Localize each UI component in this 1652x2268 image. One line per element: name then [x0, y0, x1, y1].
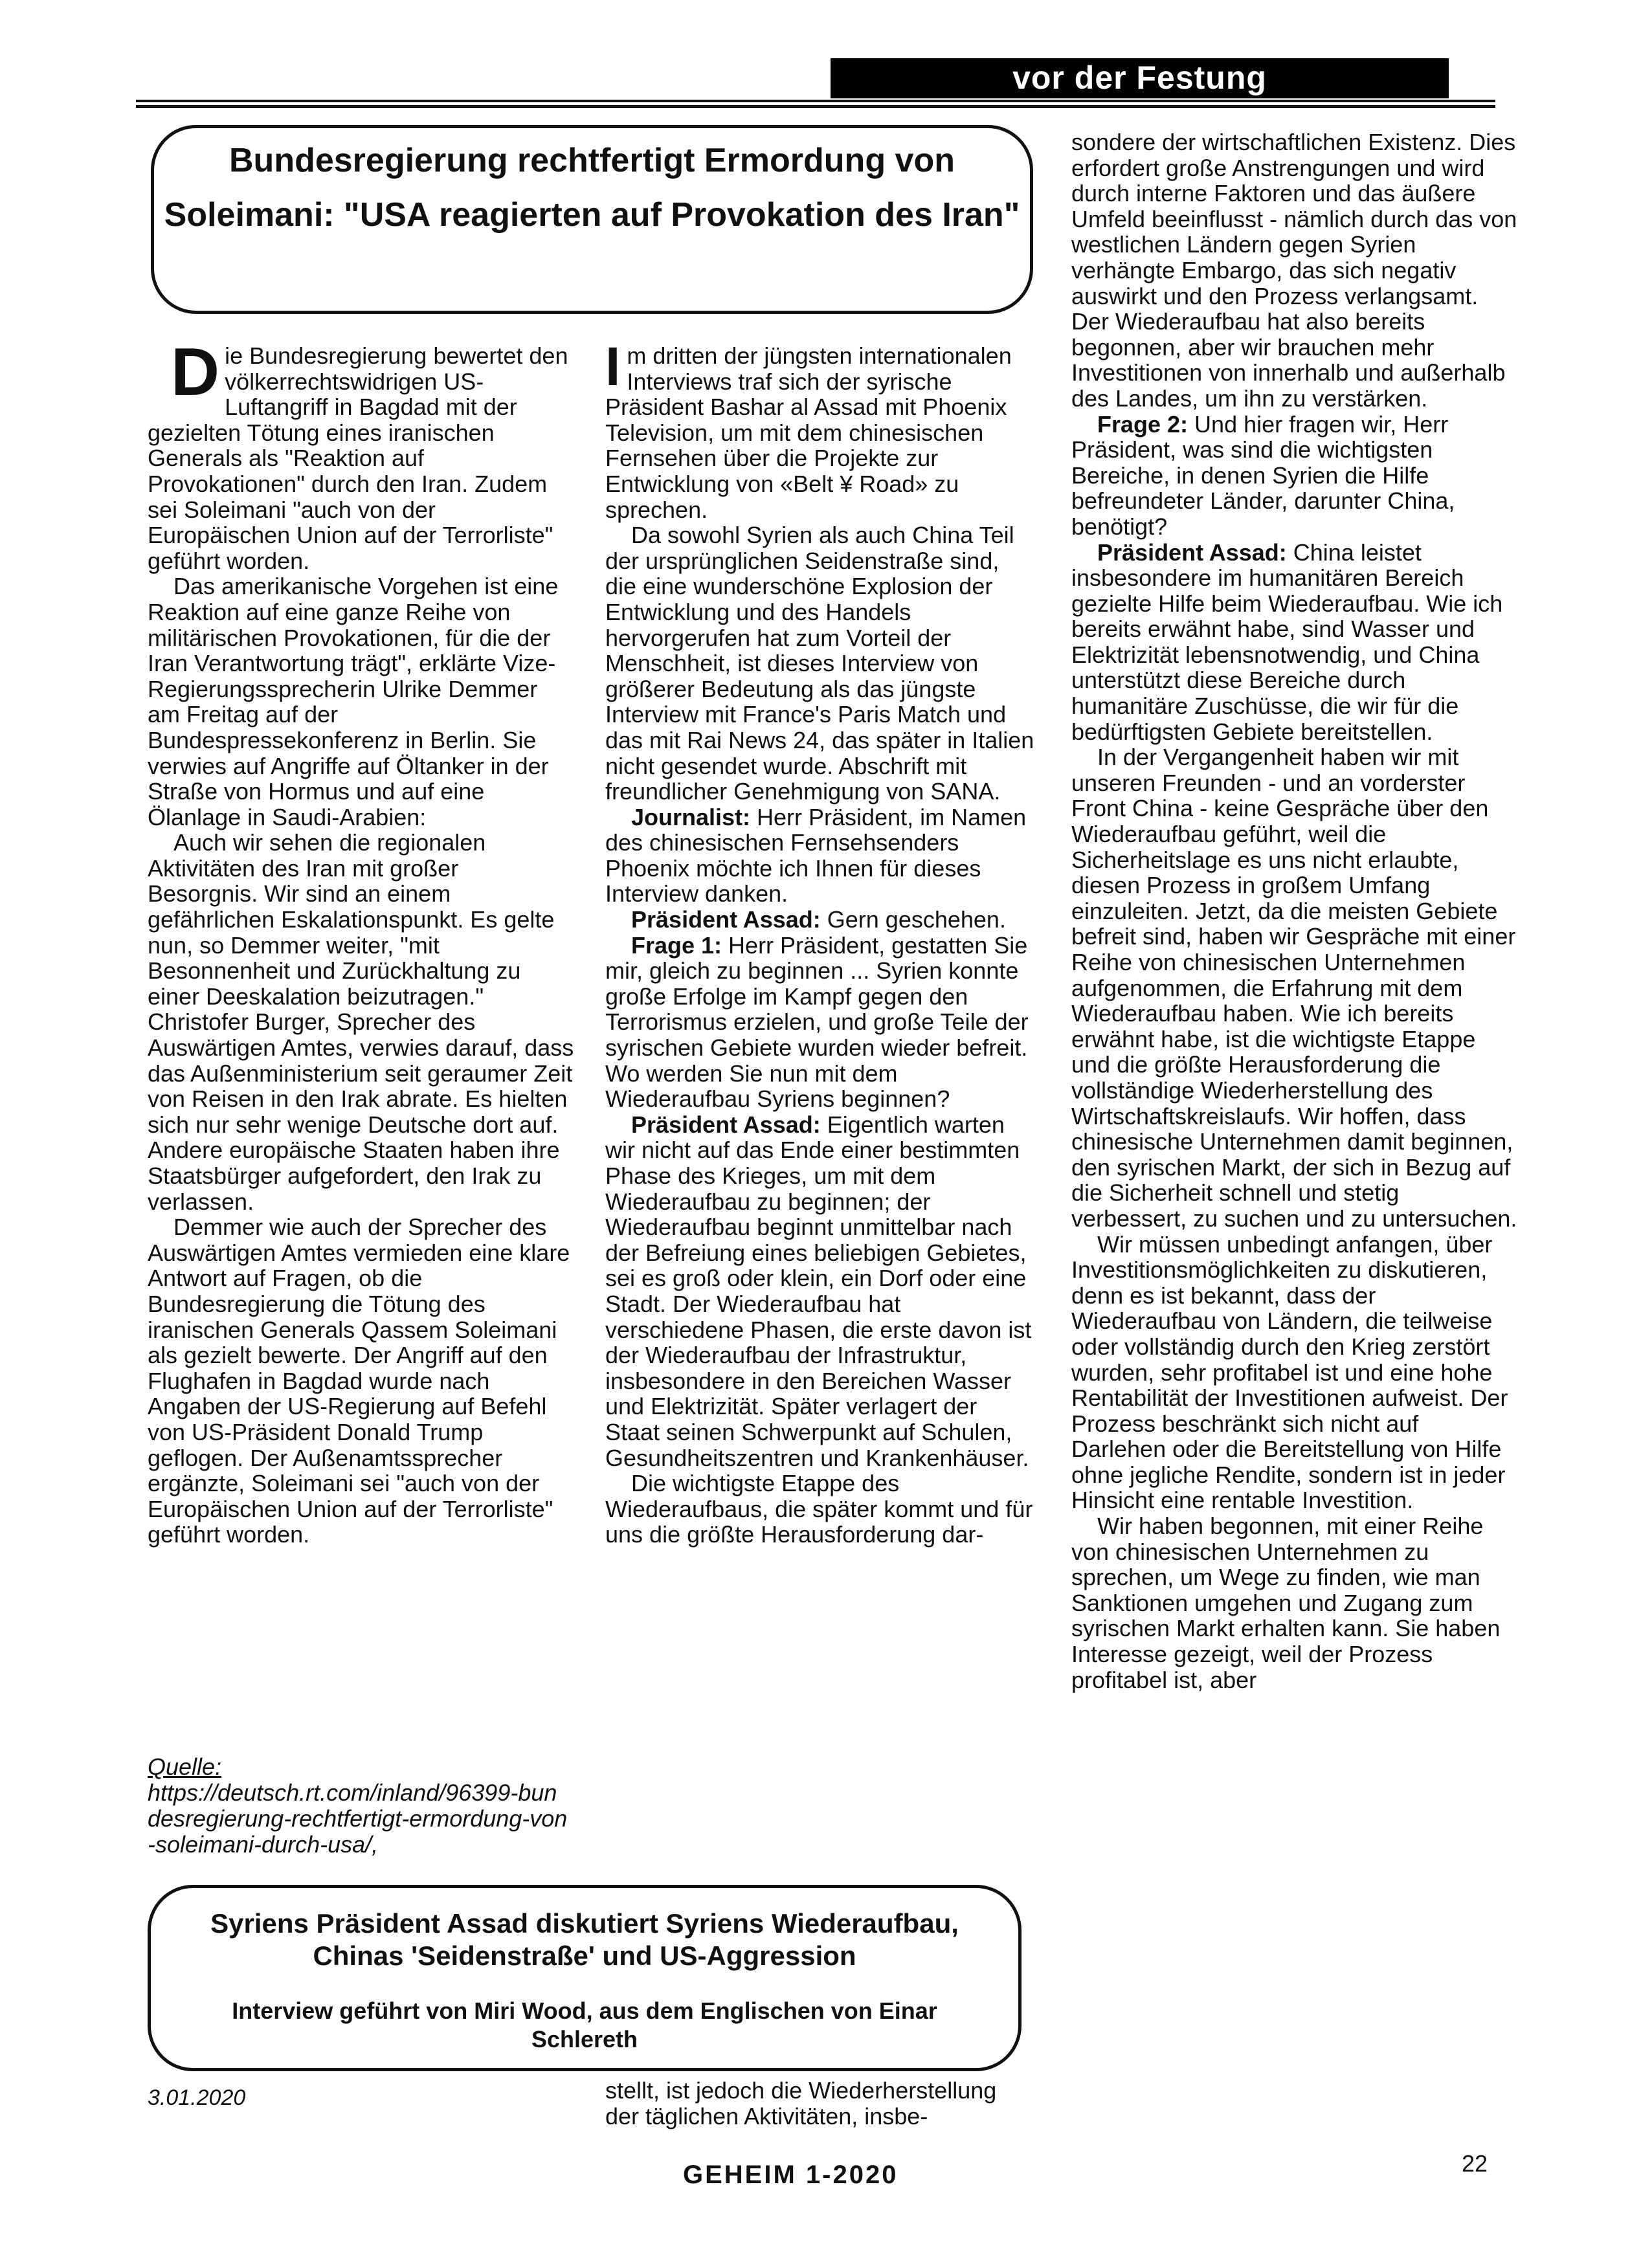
interview-text: Gern geschehen.: [820, 906, 1006, 933]
article2-continuation: [605, 2078, 1036, 2129]
interview-paragraph: Wir müssen unbedingt anfangen, über Investitionsmöglichkeiten zu diskutieren, denn es ist bekannt, dass der Wiederaufbau von Ländern, die teilweise oder vollständig durch den Krieg zerstört wurden, sehr profitabel ist und eine hohe Rentabilität der Investitionen aufweist. Der Prozess beschränkt sich nicht auf Darlehen oder die Bereitstellung von Hilfe ohne jegliche Rendite, sondern ist in jeder Hinsicht eine rentable Investition.: [1071, 1230, 1508, 1514]
speaker-label: Frage 1:: [631, 931, 722, 959]
speaker-label: Präsident Assad:: [631, 906, 821, 933]
interview-paragraph: [605, 1112, 1036, 1471]
publication-footer: GEHEIM 1-2020: [683, 2161, 899, 2189]
article2-dropcap: I: [605, 336, 621, 397]
interview-text: Eigentlich warten wir nicht auf das Ende einer bestimmten Phase des Krieges, um mit dem Wiederaufbau zu beginnen; der Wiederaufbau beginnt unmittelbar nach der Befreiung eines beliebigen Gebietes, sei es groß oder klein, ein Dorf oder eine Stadt. Der Wiederaufbau hat verschiedene Phasen, die erste davon ist der Wiederaufbau der Infrastruktur, insbesondere in den Bereichen Wasser und Elektrizität. Später verlagert der Staat seinen Schwerpunkt auf Schulen, Gesundheitszentren und Krankenhäuser.: [605, 1111, 1032, 1471]
interview-text: Herr Präsident, im Namen des chinesischen Fernsehsenders Phoenix möchte ich Ihnen für dieses Interview danken.: [605, 803, 1027, 907]
article2-column: [605, 336, 1036, 1548]
article1-title-box: [151, 125, 1033, 314]
page-number: 22: [1462, 2150, 1488, 2177]
article1-paragraph: Demmer wie auch der Sprecher des Auswärtigen Amtes vermieden eine klare Antwort auf Fragen, ob die Bundesregierung die Tötung des iranischen Generals Qassem Soleimani als gezielt bewerte. Der Angriff auf den Flughafen in Bagdad wurde nach Angaben der US-Regierung auf Befehl von US-Präsident Donald Trump geflogen. Der Außenamtssprecher ergänzte, Soleimani sei "auch von der Europäischen Union auf der Terrorliste" geführt worden.: [148, 1214, 570, 1548]
interview-paragraph: [1071, 412, 1518, 540]
article2-title-box: [148, 1885, 1021, 2071]
article1-paragraph: Auch wir sehen die regionalen Aktivitäten des Iran mit großer Besorgnis. Wir sind an einem gefährlichen Eskalationspunkt. Es gelte nun, so Demmer weiter, "mit Besonnenheit und Zurückhaltung zu einer Deeskalation beizutragen." Christofer Burger, Sprecher des Auswärtigen Amtes, verwies darauf, dass das Außenministerium seit geraumer Zeit von Reisen in den Irak abrate. Es hielten sich nur sehr wenige Deutsche dort auf. Andere europäische Staaten haben ihre Staatsbürger aufgefordert, den Irak zu verlassen.: [148, 829, 574, 1215]
speaker-label: Präsident Assad:: [1097, 539, 1287, 566]
interview-text: China leistet insbesondere im humanitären Bereich gezielte Hilfe beim Wiederaufbau. Wie ich bereits erwähnt habe, sind Wasser und Elektrizität lebensnotwendig, und China unterstützt diese Bereiche durch humanitäre Zuschüsse, die wir für die bedürftigsten Gebiete bereitstellen.: [1071, 539, 1503, 745]
article2-byline: Interview geführt von Miri Wood, aus dem Englischen von Einar Schlereth: [232, 1997, 937, 2052]
section-header: vor der Festung: [831, 58, 1449, 98]
interview-paragraph: [1071, 540, 1518, 745]
article1-column: [148, 335, 575, 1548]
interview-paragraph: [605, 805, 1036, 907]
article2-paragraph: m dritten der jüngsten internationalen Interviews traf sich der syrische Präsident Bashar al Assad mit Phoenix Television, um mit dem chinesischen Fernsehen über die Projekte zur Entwicklung von «Belt ¥ Road» zu sprechen.: [605, 342, 1012, 523]
article2-column-right: [1071, 129, 1518, 1693]
interview-text: Und hier fragen wir, Herr Präsident, was sind die wichtigsten Bereiche, in denen Syrien die Hilfe befreundeter Länder, darunter China, benötigt?: [1071, 410, 1455, 540]
interview-paragraph: Die wichtigste Etappe des Wiederaufbaus, die später kommt und für uns die größte Herausforderung dar-: [605, 1470, 1033, 1548]
speaker-label: Journalist:: [631, 803, 751, 830]
article1-date: 3.01.2020: [148, 2085, 246, 2110]
speaker-label: Präsident Assad:: [631, 1111, 821, 1138]
interview-paragraph: stellt, ist jedoch die Wiederherstellung der täglichen Aktivitäten, insbe-: [605, 2077, 997, 2129]
source-label: Quelle:: [148, 1753, 222, 1780]
header-rule: [136, 105, 1495, 108]
article2-paragraph: Da sowohl Syrien als auch China Teil der ursprünglichen Seidenstraße sind, die eine wunderschöne Explosion der Entwicklung und des Handels hervorgerufen hat zum Vorteil der Menschheit, ist dieses Interview von größerer Bedeutung als das jüngste Interview mit France's Paris Match und das mit Rai News 24, das später in Italien nicht gesendet wurde. Abschrift mit freundlicher Genehmigung von SANA.: [605, 522, 1034, 805]
interview-text: Herr Präsident, gestatten Sie mir, gleich zu beginnen ... Syrien konnte große Erfolge im Kampf gegen den Terrorismus erzielen, und große Teile der syrischen Gebiete wurden wieder befreit. Wo werden Sie nun mit dem Wiederaufbau Syriens beginnen?: [605, 931, 1029, 1113]
source-link[interactable]: https://deutsch.rt.com/inland/96399-bundesregierung-rechtfertigt-ermordung-von-soleimani-durch-usa/,: [148, 1779, 568, 1858]
article1-paragraph: Das amerikanische Vorgehen ist eine Reaktion auf eine ganze Reihe von militärischen Provokationen, für die der Iran Verantwortung trägt", erklärte Vize-Regierungssprecherin Ulrike Demmer am Freitag auf der Bundespressekonferenz in Berlin. Sie verwies auf Angriffe auf Öltanker in der Straße von Hormus und auf eine Ölanlage in Saudi-Arabien:: [148, 573, 559, 830]
article2-title: Syriens Präsident Assad diskutiert Syriens Wiederaufbau, Chinas 'Seidenstraße' und US-Aggression: [210, 1908, 959, 1971]
article1-dropcap: D: [171, 335, 220, 410]
article1-paragraph: ie Bundesregierung bewertet den völkerrechtswidrigen US-Luftangriff in Bagdad mit der gezielten Tötung eines iranischen Generals als "Reaktion auf Provokationen" durch den Iran. Zudem sei Soleimani "auch von der Europäischen Union auf der Terrorliste" geführt worden.: [148, 342, 568, 574]
article1-source: [148, 1754, 568, 1858]
interview-paragraph: Wir haben begonnen, mit einer Reihe von chinesischen Unternehmen zu sprechen, um Wege zu finden, wie man Sanktionen umgehen und Zugang zum syrischen Markt erhalten kann. Sie haben Interesse gezeigt, weil der Prozess profitabel ist, aber: [1071, 1513, 1501, 1693]
interview-paragraph: In der Vergangenheit haben wir mit unseren Freunden - und an vorderster Front China - keine Gespräche über den Wiederaufbau geführt, weil die Sicherheitslage es uns nicht erlaubte, diesen Prozess in großem Umfang einzuleiten. Jetzt, da die meisten Gebiete befreit sind, haben wir Gespräche mit einer Reihe von chinesischen Unternehmen aufgenommen, die Erfahrung mit dem Wiederaufbau haben. Wie ich bereits erwähnt habe, ist die wichtigste Etappe und die größte Herausforderung die vollständige Wiederherstellung des Wirtschaftskreislaufs. Wir hoffen, dass chinesische Unternehmen damit beginnen, den syrischen Markt, der sich in Bezug auf die Sicherheit schnell und stetig verbessert, zu suchen und zu untersuchen.: [1071, 744, 1517, 1232]
header-rule: [136, 100, 1495, 102]
interview-paragraph: sondere der wirtschaftlichen Existenz. Dies erfordert große Anstrengungen und wird durch interne Faktoren und das äußere Umfeld beeinflusst - nämlich durch das von westlichen Ländern gegen Syrien verhängte Embargo, das sich negativ auswirkt und den Prozess verlangsamt. Der Wiederaufbau hat also bereits begonnen, aber wir brauchen mehr Investitionen von innerhalb und außerhalb des Landes, um ihn zu verstärken.: [1071, 129, 1517, 412]
interview-paragraph: [605, 907, 1036, 933]
speaker-label: Frage 2:: [1097, 410, 1189, 438]
article1-title: Bundesregierung rechtfertigt Ermordung von Soleimani: "USA reagierten auf Provokation des Iran": [164, 142, 1020, 234]
interview-paragraph: [605, 933, 1036, 1112]
